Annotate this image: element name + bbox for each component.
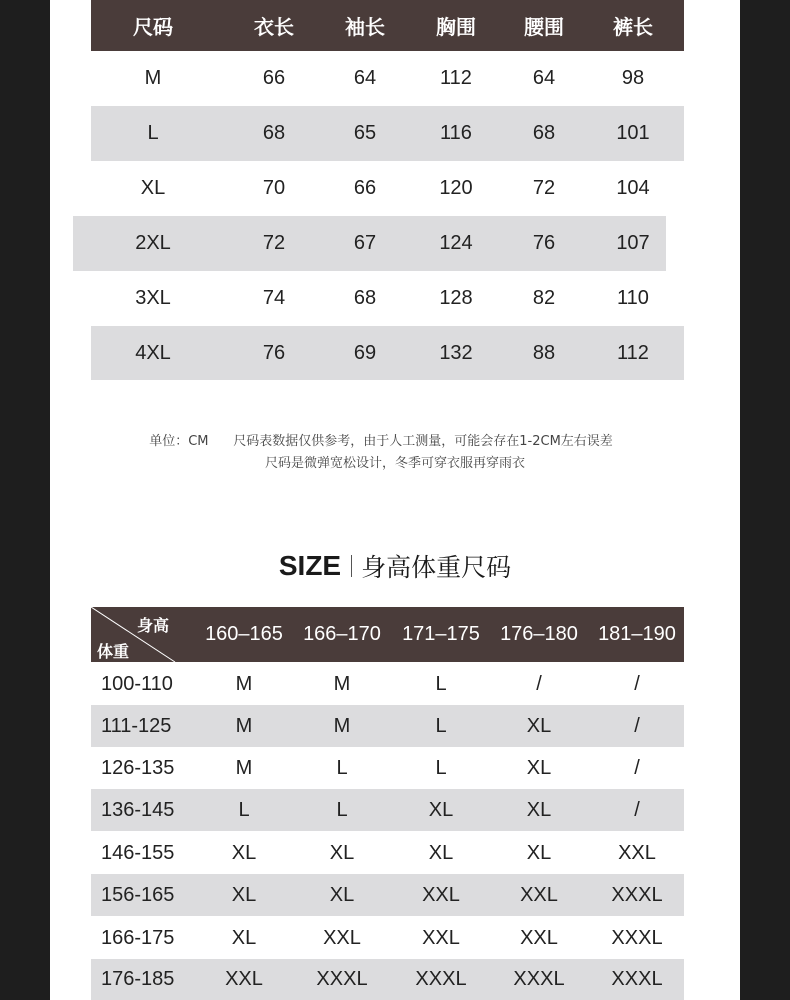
cell-size: 4XL — [135, 341, 171, 364]
cell-pants-length: 110 — [617, 287, 649, 309]
header-height-range: 181–190 — [598, 623, 676, 645]
cell-chest: 120 — [439, 177, 473, 199]
table-row — [91, 51, 684, 106]
cell-size: L — [435, 672, 447, 695]
cell-weight-range: 146-155 — [101, 841, 175, 864]
heading-divider — [351, 555, 352, 577]
cell-size: XL — [526, 841, 552, 864]
cell-size: M — [235, 756, 253, 779]
cell-waist: 76 — [532, 232, 556, 254]
header-chest: 胸围 — [436, 15, 476, 39]
cell-size: XXL — [618, 841, 656, 864]
cell-pants-length: 98 — [621, 67, 645, 89]
cell-size: 2XL — [135, 232, 171, 254]
header-size: 尺码 — [133, 15, 173, 39]
cell-size: XL — [526, 798, 552, 821]
cell-size: L — [336, 798, 348, 821]
header-height-range: 166–170 — [303, 623, 381, 645]
cell-size: / — [536, 672, 542, 695]
cell-weight-range: 111-125 — [101, 714, 172, 737]
header-waist: 腰围 — [524, 15, 564, 39]
header-height-range: 176–180 — [500, 623, 578, 645]
cell-size: M — [333, 714, 351, 737]
table-row — [91, 959, 684, 1000]
cell-weight-range: 100-110 — [101, 672, 173, 695]
header-length: 衣长 — [254, 15, 294, 39]
cell-size: XL — [140, 177, 166, 199]
cell-sleeve: 69 — [353, 341, 377, 364]
cell-size: XXXL — [611, 883, 663, 906]
cell-size: / — [634, 672, 640, 695]
cell-sleeve: 65 — [353, 122, 377, 144]
cell-size: XXL — [422, 926, 460, 949]
header-pants-length: 裤长 — [613, 15, 653, 39]
cell-size: XXXL — [611, 968, 663, 990]
table-row — [91, 161, 684, 216]
cell-length: 74 — [262, 287, 286, 309]
cell-size: XL — [231, 926, 257, 949]
cell-length: 70 — [262, 177, 286, 199]
cell-chest: 116 — [440, 122, 472, 144]
cell-size: XXXL — [611, 926, 663, 949]
table-row — [91, 705, 684, 747]
cell-chest: 132 — [439, 341, 473, 364]
cell-length: 68 — [262, 122, 286, 144]
table-row — [91, 747, 684, 789]
cell-size: XXL — [422, 883, 460, 906]
corner-weight-label: 体重 — [97, 642, 130, 661]
cell-weight-range: 166-175 — [101, 926, 175, 949]
cell-size: / — [634, 756, 640, 779]
table-row — [91, 874, 684, 916]
cell-pants-length: 104 — [616, 177, 650, 199]
cell-sleeve: 66 — [353, 177, 377, 199]
cell-size: XL — [329, 883, 355, 906]
table-row — [91, 326, 684, 380]
cell-size: M — [235, 672, 253, 695]
size-chart-page — [50, 0, 740, 1000]
cell-pants-length: 107 — [616, 232, 650, 254]
table-row — [91, 271, 684, 326]
cell-size: M — [144, 67, 162, 89]
header-height-range: 160–165 — [205, 623, 283, 645]
cell-size: XXL — [323, 926, 361, 949]
cell-sleeve: 68 — [353, 287, 377, 309]
cell-chest: 128 — [439, 287, 473, 309]
cell-waist: 68 — [532, 122, 556, 144]
cell-size: L — [336, 756, 348, 779]
cell-size: XL — [231, 841, 257, 864]
cell-sleeve: 67 — [353, 232, 377, 254]
measure-table-header — [91, 0, 684, 51]
table-row — [91, 789, 684, 831]
cell-size: M — [235, 714, 253, 737]
table-row — [91, 832, 684, 874]
cell-size: XXXL — [415, 968, 467, 990]
cell-weight-range: 176-185 — [101, 968, 175, 990]
cell-pants-length: 112 — [617, 341, 649, 364]
table-row — [91, 917, 684, 959]
size-heading-cn: 身高体重尺码 — [361, 553, 512, 582]
table-row — [91, 663, 684, 705]
fit-table-header — [91, 607, 684, 662]
fit-note: 尺码是微弹宽松设计，冬季可穿衣服再穿雨衣 — [264, 456, 525, 471]
cell-waist: 88 — [532, 341, 556, 364]
header-height-range: 171–175 — [402, 623, 480, 645]
cell-length: 72 — [262, 232, 286, 254]
size-heading-en: SIZE — [278, 550, 342, 581]
cell-size: XXL — [520, 926, 558, 949]
cell-chest: 124 — [439, 232, 473, 254]
cell-length: 66 — [262, 67, 286, 89]
cell-weight-range: 156-165 — [101, 883, 175, 906]
cell-size: XL — [329, 841, 355, 864]
cell-pants-length: 101 — [616, 122, 650, 144]
cell-length: 76 — [262, 341, 286, 364]
size-heading — [50, 546, 740, 586]
cell-waist: 64 — [532, 67, 556, 89]
cell-size: XL — [428, 798, 454, 821]
measurement-note: 单位：CM 尺码表数据仅供参考，由于人工测量，可能会存在1-2CM左右误差 — [149, 434, 613, 449]
cell-size: L — [435, 714, 447, 737]
cell-sleeve: 64 — [353, 67, 377, 89]
cell-size: L — [147, 122, 159, 144]
table-row — [91, 106, 684, 161]
cell-size: XL — [231, 883, 257, 906]
cell-size: XL — [428, 841, 454, 864]
cell-size: XXL — [520, 883, 558, 906]
cell-size: XL — [526, 714, 552, 737]
header-sleeve: 袖长 — [345, 15, 385, 39]
cell-size: M — [333, 672, 351, 695]
cell-waist: 82 — [532, 287, 556, 309]
corner-height-label: 身高 — [137, 616, 170, 635]
cell-size: XL — [526, 756, 552, 779]
cell-chest: 112 — [440, 67, 472, 89]
cell-size: / — [634, 714, 640, 737]
cell-size: XXL — [225, 968, 263, 990]
cell-waist: 72 — [532, 177, 556, 199]
cell-weight-range: 136-145 — [101, 798, 175, 821]
cell-size: L — [435, 756, 447, 779]
cell-size: 3XL — [135, 287, 171, 309]
cell-size: / — [634, 798, 640, 821]
cell-size: XXXL — [513, 968, 565, 990]
cell-size: L — [238, 798, 250, 821]
table-row — [73, 216, 666, 271]
cell-size: XXXL — [316, 968, 368, 990]
cell-weight-range: 126-135 — [101, 756, 175, 779]
